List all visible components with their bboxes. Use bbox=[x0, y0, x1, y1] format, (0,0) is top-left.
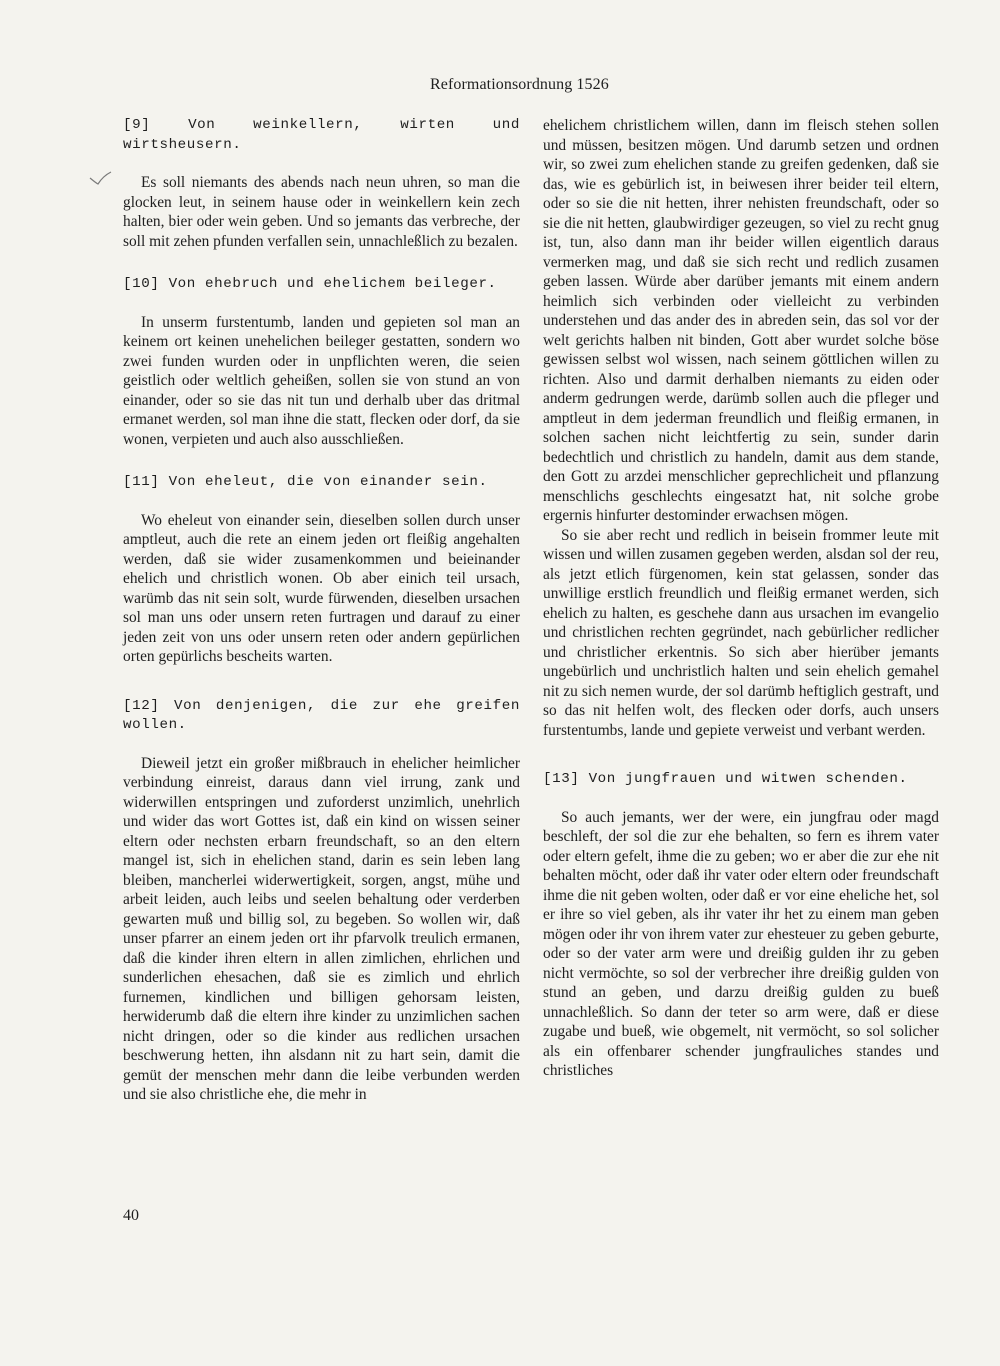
left-column bbox=[123, 116, 520, 1105]
page-number: 40 bbox=[123, 1207, 139, 1224]
section-13-heading: [13] Von jungfrauen und witwen schenden. bbox=[543, 771, 908, 787]
section-13-paragraph: So auch jemants, wer der were, ein jungfrau oder magd beschleft, der sol die zur ehe behalten, so fern es ihrem vater oder eltern gefelt, ihme die zu geben; wo er aber die zur ehe nit behalten möcht, oder daß ihr vater oder eltern oder freundschaft ihme die nit geben wolten, oder daß er vor eine eheliche het, sol er ihre so viel geben, als ihr vater ihr het zu einem man geben mögen oder ihr von ihrem vater zur ehesteuer zu geben geburte, oder so der vater arm were und dreißig gulden ihr zu geben nicht vermöchte, so sol der verbrecher ihre dreißig gulden von stund an geben, und darzu dreißig gulden zu bueß unnachleßlich. So dann der teter so arm were, daß er diese zugabe und bueß, wie obgemelt, nit vermöcht, so sol solicher als ein offenbarer schender jungfrauliches standes und christliches bbox=[543, 808, 939, 1079]
pencil-tick-mark bbox=[88, 170, 112, 186]
running-header: Reformationsordnung 1526 bbox=[430, 76, 609, 93]
section-10-paragraph: In unserm furstentumb, landen und gepieten sol man an keinem ort keinen unehelichen beileger gestatten, sondern wo zwei funden wurden oder in unpflichten weren, die seien geistlich oder weltlich geheißen, sollen sie von stund an von einander, oder so sie das nit tun und derhalb uber das dritmal ermanet werden, sol man ihne die statt, flecken oder dorf, da sie wonen, verpieten und auch also ausschließen. bbox=[123, 313, 520, 448]
section-9-heading: [9] Von weinkellern, wirten und wirtsheusern. bbox=[123, 117, 520, 153]
right-column bbox=[543, 116, 939, 1081]
section-10-heading: [10] Von ehebruch und ehelichem beileger. bbox=[123, 276, 497, 292]
section-12-paragraph-continued: ehelichem christlichem willen, dann im fleisch stehen sollen und müssen, besitzen mögen. Und darumb setzen und ordnen wir, so zwei zum ehelichen stande zu greifen gedenken, daß sie das, wie es gebürlich ist, in beiwesen ihrer beider teil eltern, oder so sie die nit hetten, ihrer nehisten freundschaft, oder so sie die nit hetten, glaubwirdiger gezeugen, so viel zu recht gnug ist, tun, also dann man ihr beider willen eigentlich daraus vermerken mag, und daß sie sich recht und redlich zusamen geben lassen. Würde aber darüber jemants mit einem andern heimlich sich verbinden oder vielleicht zu verbinden understehen und das ander des in abreden sein, das sol vor der welt gerichts halben nit binden, Gott aber wurdet solche böse gewissen selbst wol wissen, nach seinem göttlichen willen zu richten. Also und darmit derhalben niemants zu eiden oder anderm gedrungen werde, darümb sollen auch die pfleger und amptleut in dem jederman freundlich und fleißig ermanen, in solchen sachen nicht leichtfertig zu sein, sunder darin bedechtlich und christlich zu handeln, damit aus dem stande, den Gott zu arzdei menschlicher geprechlicheit und pflanzung menschlichs geschlechts eingesatzt hat, nit solche grobe ergernis hinfurter destominder erwachsen mögen. bbox=[543, 117, 939, 524]
section-12-heading: [12] Von denjenigen, die zur ehe greifen wollen. bbox=[123, 697, 520, 733]
section-9-paragraph: Es soll niemants des abends nach neun uhren, so man die glocken leut, in seinem hause oder in weinkellern kein zech halten, bier oder wein geben. Und so jemants das verbreche, der soll mit zehen pfunden verfallen sein, unnachleßlich zu bezalen. bbox=[123, 174, 520, 250]
section-12-paragraph: Dieweil jetzt ein großer mißbrauch in ehelicher heimlicher verbindung einreist, daraus dann viel irrung, zank und widerwillen entspringen und zuforderst unzimlich, unehrlich und wider das wort Gottes ist, daß ein kind on wissen seiner eltern oder nechsten erbarn freundschaft, so an den eltern mangel ist, sich in ehelichen stand, darin es sein leben lang bleiben, mancherlei widerwertigkeit, sorgen, angst, mühe und arbeit leiden, auch leibs und seelen behaltung oder verderben gewarten muß und billig sol, zu begeben. So wollen wir, daß unser pfarrer an einem jeden ort ihr pfarvolk treulich ermanen, daß die kinder ihren eltern in allen zimlichen, ehrlichen und sunderlichen ehesachen, daß sie es zimlich und ehrlich furnemen, kindlichen und billigen gehorsam leisten, herwiderumb daß die eltern ihre kinder zu unzimlichen sachen nicht dringen, oder so die kinder aus redlichen ursachen beschwerung hetten, ihn alsdann nit zu hart sein, damit die gemüt der menschen mehr dann die leibe verbunden werden und sie also christliche ehe, die mehr in bbox=[123, 754, 520, 1103]
section-11-paragraph: Wo eheleut von einander sein, dieselben sollen durch unser amptleut, auch die rete an einem jeden ort fleißig angehalten werden, daß sie wider zusamenkommen und beieinander ehelich und christlich wonen. Ob aber einich teil ursach, warümb das nit sein solt, wurde fürwenden, dieselben ursachen sol man uns oder unsern reten furtragen und darauf zu einer jeden zeit von uns oder unsern reten oder andern gepürlichen orten gepürlichs bescheits warten. bbox=[123, 511, 520, 665]
section-12-paragraph: So sie aber recht und redlich in beisein frommer leute mit wissen und willen zusamen gegeben werden, alsdan sol der reu, als jetzt etlich fürgenomen, kein stat gelassen, sonder das unwillige erstlich freundlich und fleißig ermanet werden, sich ehelich zu halten, es geschehe dann aus ursachen im evangelio und christlichen rechten gegründet, nach gebürlicher redlicher und christlicher erkentnis. So sich aber hierüber jemants ungebürlich und unchristlich halten und sein ehelich gemahel nit zu sich nemen wurde, der sol darümb heftiglich gestraft, und so das nit helfen wolt, des flecken oder dorfs, auch unsers furstentumbs, lande und gepiete verweist und verbant werden. bbox=[543, 526, 939, 739]
section-11-heading: [11] Von eheleut, die von einander sein. bbox=[123, 474, 488, 490]
